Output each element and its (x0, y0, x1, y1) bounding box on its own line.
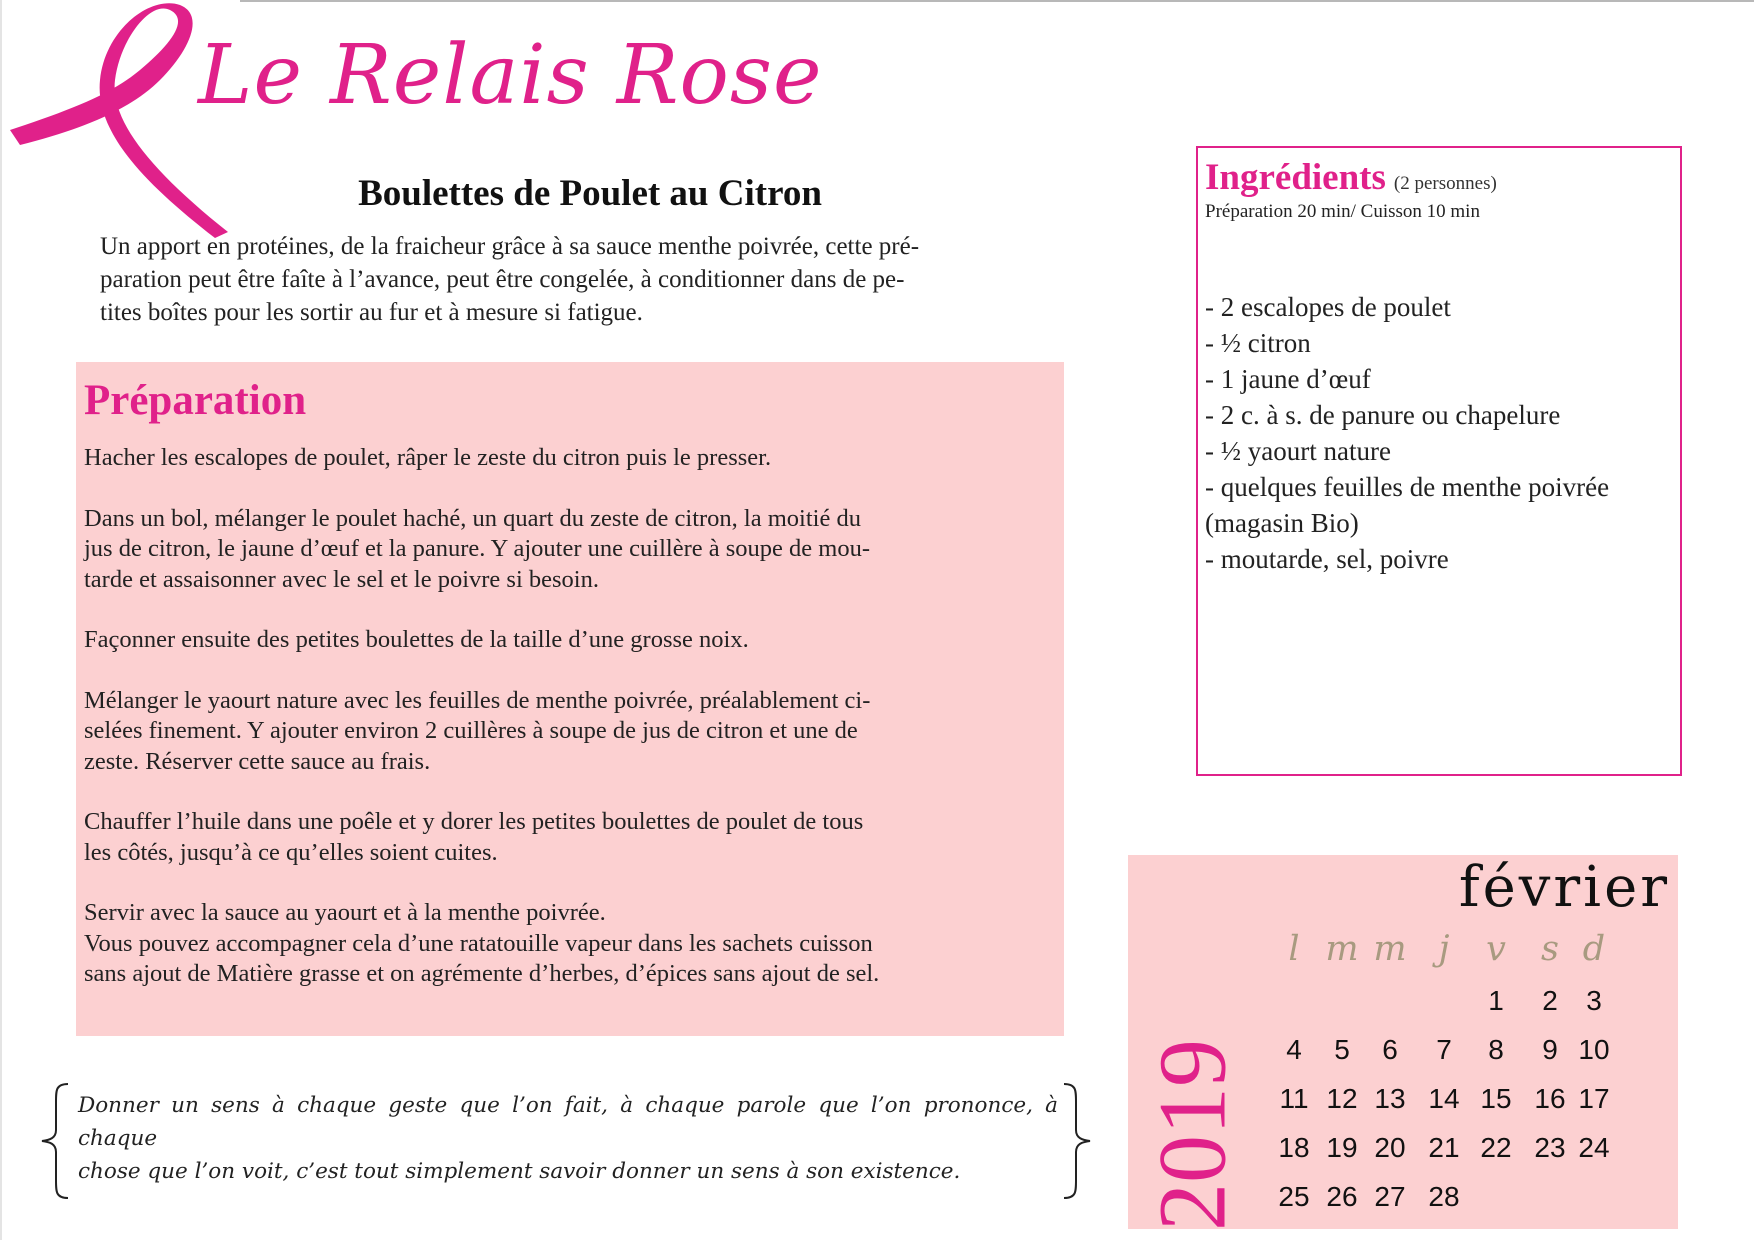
calendar-date: 17 (1578, 1083, 1610, 1114)
preparation-panel (76, 362, 1064, 1036)
step-line: selées finement. Y ajouter environ 2 cuillères à soupe de jus de citron et une de (84, 717, 858, 744)
step-line: tarde et assaisonner avec le sel et le poivre si besoin. (84, 565, 599, 593)
calendar-date: 27 (1374, 1181, 1406, 1212)
calendar-date: 16 (1534, 1083, 1566, 1114)
recipe-intro (100, 230, 990, 329)
calendar-day-header: v (1486, 929, 1506, 969)
ingredient-item: - 2 c. à s. de panure ou chapelure (1205, 400, 1561, 430)
calendar-day-header: s (1541, 929, 1559, 969)
quote-line: Donner un sens à chaque geste que l’on fait, à chaque parole que l’on prononce, à chaque (78, 1093, 1058, 1151)
calendar-date: 1 (1488, 985, 1504, 1016)
step-line: Chauffer l’huile dans une poêle et y dorer les petites boulettes de poulet de tous (84, 808, 864, 835)
page-top-border (240, 0, 1754, 2)
ingredient-item: - moutarde, sel, poivre (1205, 544, 1449, 574)
calendar-day-header: j (1438, 929, 1450, 969)
calendar-date: 25 (1278, 1181, 1310, 1212)
brand-logo: Le Relais Rose (198, 28, 823, 123)
calendar-date: 24 (1578, 1132, 1610, 1163)
preparation-heading: Préparation (84, 377, 307, 424)
calendar-day-header: m (1373, 929, 1407, 969)
ingredient-item: - quelques feuilles de menthe poivrée (1205, 472, 1610, 502)
right-brace-icon (1058, 1082, 1094, 1200)
intro-line: Un apport en protéines, de la fraicheur grâce à sa sauce menthe poivrée, cette pré- (100, 233, 920, 260)
calendar-date: 2 (1542, 985, 1558, 1016)
calendar-date: 9 (1542, 1034, 1558, 1065)
step-line: les côtés, jusqu’à ce qu’elles soient cuites. (84, 838, 498, 866)
ingredient-item: (magasin Bio) (1205, 508, 1359, 538)
calendar-date: 20 (1374, 1132, 1406, 1163)
calendar-day-header: m (1325, 929, 1359, 969)
calendar-year: 2019 (1138, 1039, 1246, 1231)
ingredients-servings: (2 personnes) (1393, 173, 1497, 194)
left-brace-icon (38, 1082, 74, 1200)
recipe-title: Boulettes de Poulet au Citron (358, 173, 822, 214)
calendar-date: 26 (1326, 1181, 1358, 1212)
calendar-date: 12 (1326, 1083, 1358, 1114)
calendar-date: 19 (1326, 1132, 1358, 1163)
intro-line: tites boîtes pour les sortir au fur et à mesure si fatigue. (100, 299, 643, 326)
calendar-date: 15 (1480, 1083, 1512, 1114)
step-line: sans ajout de Matière grasse et on agrémente d’herbes, d’épices sans ajout de sel. (84, 960, 880, 987)
step-line: Vous pouvez accompagner cela d’une ratatouille vapeur dans les sachets cuisson (84, 929, 873, 957)
step-line: Hacher les escalopes de poulet, râper le zeste du citron puis le presser. (84, 444, 772, 471)
preparation-step (84, 807, 974, 868)
step-line: jus de citron, le jaune d’œuf et la panure. Y ajouter une cuillère à soupe de mou- (84, 535, 870, 562)
quote-block (38, 1082, 1094, 1200)
preparation-step (84, 898, 974, 990)
calendar-date: 4 (1286, 1034, 1302, 1065)
preparation-step (84, 686, 974, 778)
step-line: zeste. Réserver cette sauce au frais. (84, 747, 431, 775)
calendar-date: 13 (1374, 1083, 1406, 1114)
preparation-step (84, 443, 974, 474)
calendar-day-header: d (1582, 929, 1606, 969)
calendar-date: 6 (1382, 1034, 1398, 1065)
calendar-month: février (1458, 855, 1670, 920)
ingredients-list (1205, 289, 1674, 577)
intro-line: paration peut être faîte à l’avance, peut être congelée, à conditionner dans de pe- (100, 266, 905, 293)
step-line: Façonner ensuite des petites boulettes de la taille d’une grosse noix. (84, 626, 749, 653)
calendar-date: 22 (1480, 1132, 1512, 1163)
calendar-date: 14 (1428, 1083, 1460, 1114)
ingredients-panel (1196, 146, 1682, 776)
ingredients-title: Ingrédients (1205, 157, 1386, 198)
calendar-date: 5 (1334, 1034, 1350, 1065)
calendar-date: 3 (1586, 985, 1602, 1016)
calendar-date: 11 (1279, 1083, 1309, 1114)
calendar (1128, 855, 1678, 1229)
ingredients-timing: Préparation 20 min/ Cuisson 10 min (1205, 201, 1480, 222)
calendar-date: 18 (1278, 1132, 1310, 1163)
ingredients-header (1205, 156, 1674, 199)
ingredient-item: - ½ citron (1205, 328, 1311, 358)
calendar-date: 28 (1428, 1181, 1460, 1212)
calendar-date: 7 (1436, 1034, 1452, 1065)
ingredient-item: - 2 escalopes de poulet (1205, 292, 1451, 322)
ingredient-item: - ½ yaourt nature (1205, 436, 1391, 466)
preparation-step (84, 504, 974, 596)
step-line: Servir avec la sauce au yaourt et à la menthe poivrée. (84, 899, 606, 926)
preparation-step (84, 625, 974, 656)
quote-text (78, 1089, 1058, 1188)
calendar-date: 10 (1578, 1034, 1610, 1065)
calendar-date: 23 (1534, 1132, 1566, 1163)
ingredient-item: - 1 jaune d’œuf (1205, 364, 1371, 394)
step-line: Mélanger le yaourt nature avec les feuilles de menthe poivrée, préalablement ci- (84, 686, 871, 714)
calendar-day-header: l (1288, 929, 1300, 969)
calendar-date: 8 (1488, 1034, 1504, 1065)
quote-line: chose que l’on voit, c’est tout simplement savoir donner un sens à son existence. (78, 1159, 961, 1184)
calendar-date: 21 (1428, 1132, 1460, 1163)
step-line: Dans un bol, mélanger le poulet haché, un quart du zeste de citron, la moitié du (84, 504, 861, 532)
